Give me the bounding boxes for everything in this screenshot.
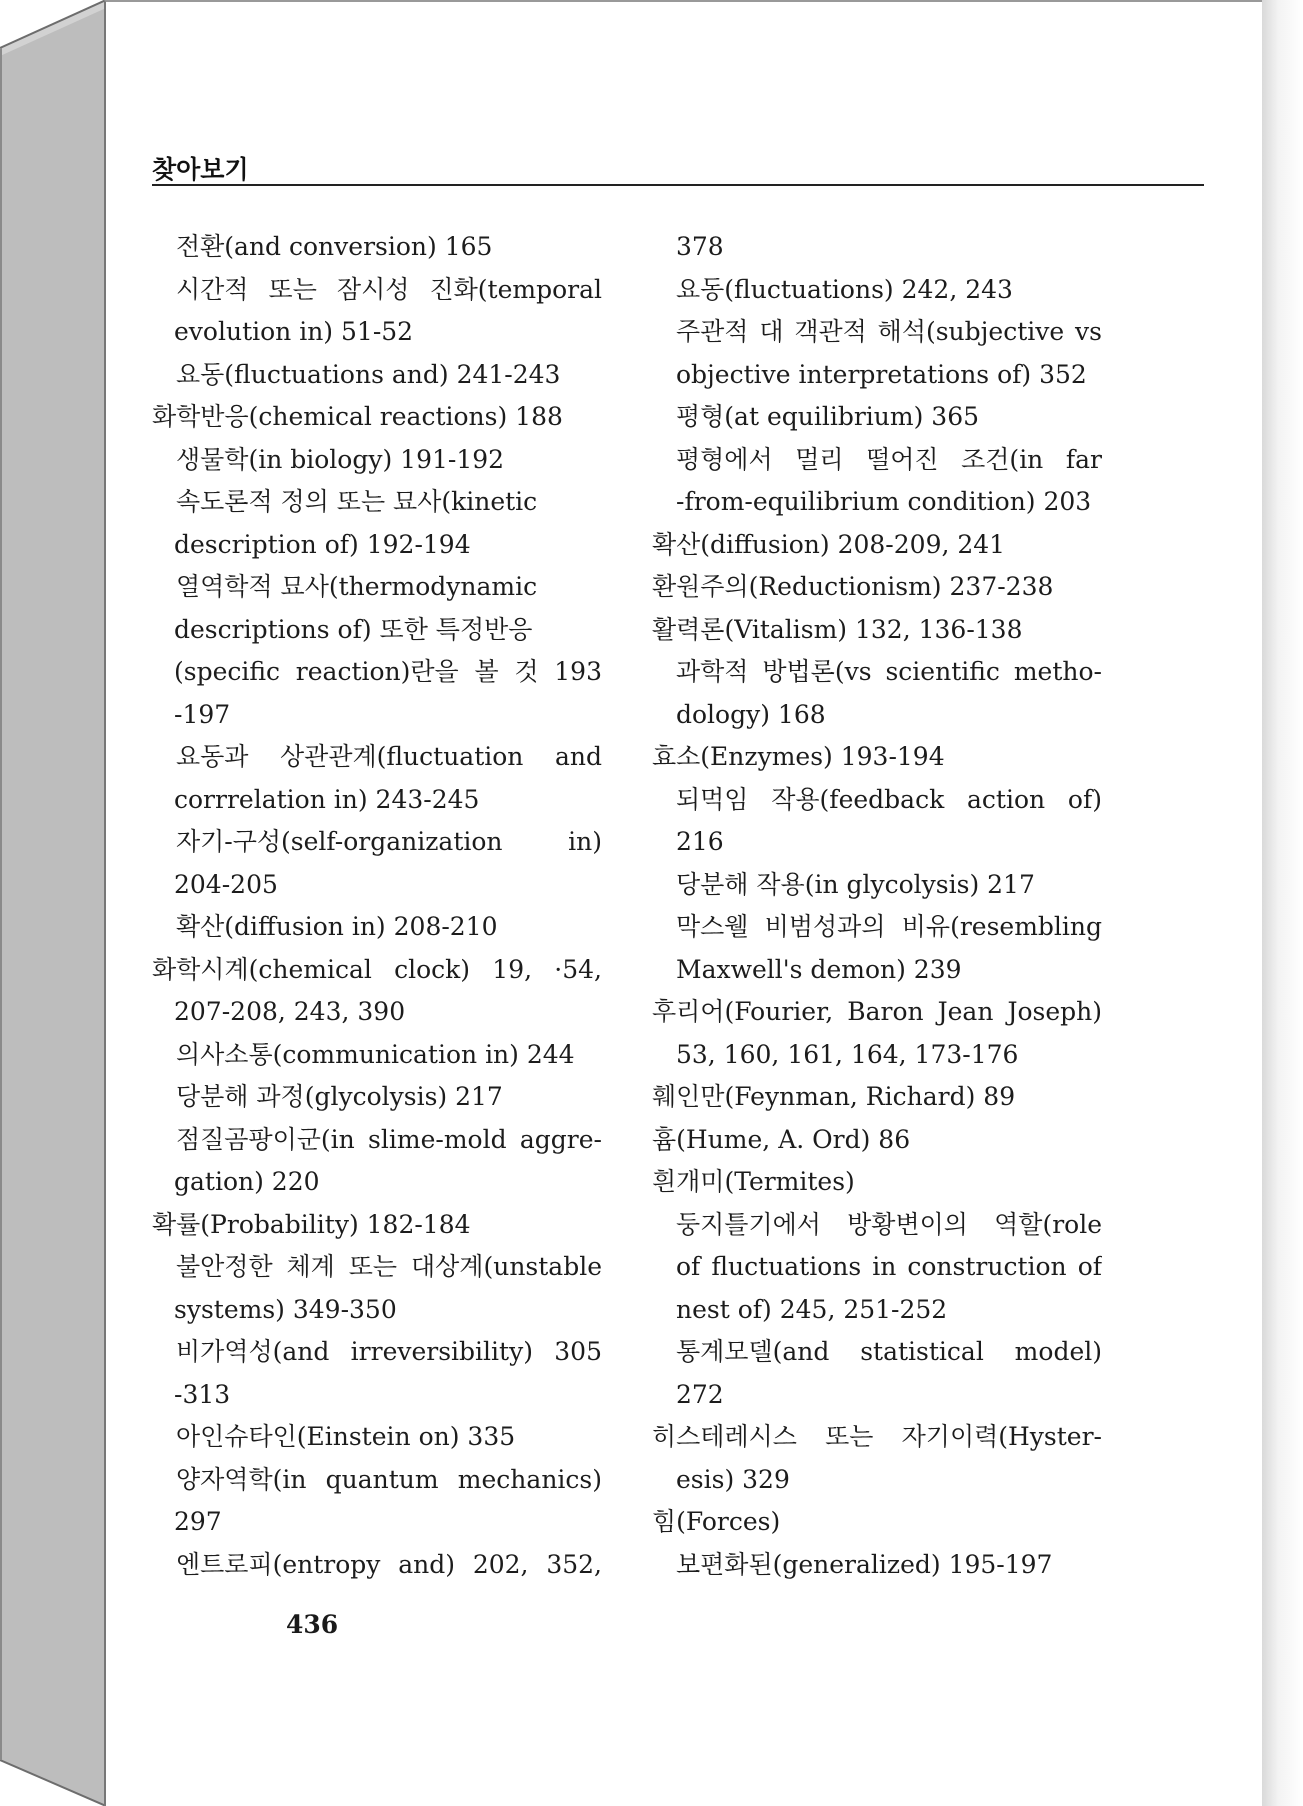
index-subentry: description of) 192-194 xyxy=(174,529,471,559)
index-subentry: 비가역성(and irreversibility) 305 xyxy=(176,1337,602,1366)
page-edge-shadow xyxy=(1262,0,1303,1806)
index-subentry: -313 xyxy=(174,1379,231,1409)
index-subentry: 378 xyxy=(676,232,724,261)
index-subentry: 204-205 xyxy=(174,869,278,899)
index-subentry: 확산(diffusion in) 208-210 xyxy=(176,912,498,941)
index-subentry: evolution in) 51-52 xyxy=(174,317,414,346)
index-entry: 흄(Hume, A. Ord) 86 xyxy=(652,1124,911,1154)
index-entry: 히스테레시스 또는 자기이력(Hyster- xyxy=(652,1422,1102,1451)
index-subentry: 보편화된(generalized) 195-197 xyxy=(676,1549,1053,1579)
index-entry: 확산(diffusion) 208-209, 241 xyxy=(652,529,1006,559)
index-subentry: of fluctuations in construction of xyxy=(676,1252,1102,1281)
index-subentry: 점질곰팡이군(in slime-mold aggre- xyxy=(176,1124,602,1154)
index-subentry: descriptions of) 또한 특정반응 xyxy=(174,614,533,644)
index-subentry: 요동(fluctuations) 242, 243 xyxy=(676,274,1013,304)
index-entry: 후리어(Fourier, Baron Jean Joseph) xyxy=(652,997,1102,1026)
index-entry: 화학반응(chemical reactions) 188 xyxy=(152,402,563,431)
index-subentry: systems) 349-350 xyxy=(174,1294,397,1324)
index-entry: 효소(Enzymes) 193-194 xyxy=(652,742,945,771)
header-rule xyxy=(152,184,1204,186)
index-subentry: 당분해 과정(glycolysis) 217 xyxy=(176,1082,503,1111)
index-column-right xyxy=(652,226,1102,1586)
index-subentry: 열역학적 묘사(thermodynamic xyxy=(176,572,538,601)
index-entry: 활력론(Vitalism) 132, 136-138 xyxy=(652,614,1023,644)
index-subentry: nest of) 245, 251-252 xyxy=(676,1294,948,1324)
index-subentry: 양자역학(in quantum mechanics) xyxy=(176,1464,602,1494)
index-subentry: 297 xyxy=(174,1507,222,1536)
index-subentry: objective interpretations of) 352 xyxy=(676,359,1087,389)
index-subentry: Maxwell's demon) 239 xyxy=(676,954,962,984)
index-column-left xyxy=(152,226,602,1586)
index-subentry: 평형(at equilibrium) 365 xyxy=(676,402,980,431)
index-subentry: 당분해 작용(in glycolysis) 217 xyxy=(676,869,1035,899)
index-subentry: 전환(and conversion) 165 xyxy=(176,232,493,261)
running-head: 찾아보기 xyxy=(152,155,249,184)
index-subentry: 속도론적 정의 또는 묘사(kinetic xyxy=(176,487,538,516)
index-entry: 화학시계(chemical clock) 19, ·54, xyxy=(152,954,602,984)
index-subentry: 엔트로피(entropy and) 202, 352, xyxy=(176,1549,602,1579)
index-subentry: 통계모델(and statistical model) xyxy=(676,1337,1102,1366)
index-subentry: 아인슈타인(Einstein on) 335 xyxy=(176,1422,516,1451)
index-subentry: 주관적 대 객관적 해석(subjective vs xyxy=(676,317,1102,346)
index-subentry: 막스웰 비범성과의 비유(resembling xyxy=(676,912,1102,941)
index-subentry: 되먹임 작용(feedback action of) xyxy=(676,784,1102,814)
index-subentry: 불안정한 체계 또는 대상계(unstable xyxy=(176,1252,602,1281)
book-spine xyxy=(0,0,106,1806)
index-subentry: esis) 329 xyxy=(676,1464,790,1494)
index-subentry: 53, 160, 161, 164, 173-176 xyxy=(676,1039,1019,1069)
index-subentry: 의사소통(communication in) 244 xyxy=(176,1039,575,1069)
index-subentry: 과학적 방법론(vs scientific metho- xyxy=(676,657,1102,686)
index-subentry: (specific reaction)란을 볼 것 193 xyxy=(174,657,602,686)
index-entry: 흰개미(Termites) xyxy=(652,1167,855,1196)
index-entry: 확률(Probability) 182-184 xyxy=(152,1209,471,1239)
index-subentry: 216 xyxy=(676,827,724,856)
index-entry: 환원주의(Reductionism) 237-238 xyxy=(652,572,1054,601)
index-subentry: -from-equilibrium condition) 203 xyxy=(676,487,1092,516)
index-subentry: 둥지틀기에서 방황변이의 역할(role xyxy=(676,1209,1102,1239)
index-subentry: dology) 168 xyxy=(676,699,826,729)
page-number: 436 xyxy=(286,1610,339,1639)
index-subentry: gation) 220 xyxy=(174,1167,320,1196)
index-subentry: 자기-구성(self-organization in) xyxy=(176,827,602,856)
index-subentry: -197 xyxy=(174,699,231,729)
index-subentry: 요동과 상관관계(fluctuation and xyxy=(176,742,602,771)
index-entry: 훼인만(Feynman, Richard) 89 xyxy=(652,1082,1016,1111)
index-subentry: 생물학(in biology) 191-192 xyxy=(176,444,505,474)
index-subentry: corrrelation in) 243-245 xyxy=(174,784,480,814)
index-entry: 힘(Forces) xyxy=(652,1507,781,1536)
index-subentry: 요동(fluctuations and) 241-243 xyxy=(176,359,561,389)
index-subentry: 272 xyxy=(676,1379,724,1409)
index-subentry: 207-208, 243, 390 xyxy=(174,997,406,1026)
index-subentry: 평형에서 멀리 떨어진 조건(in far xyxy=(676,444,1102,474)
index-subentry: 시간적 또는 잠시성 진화(temporal xyxy=(176,274,602,304)
